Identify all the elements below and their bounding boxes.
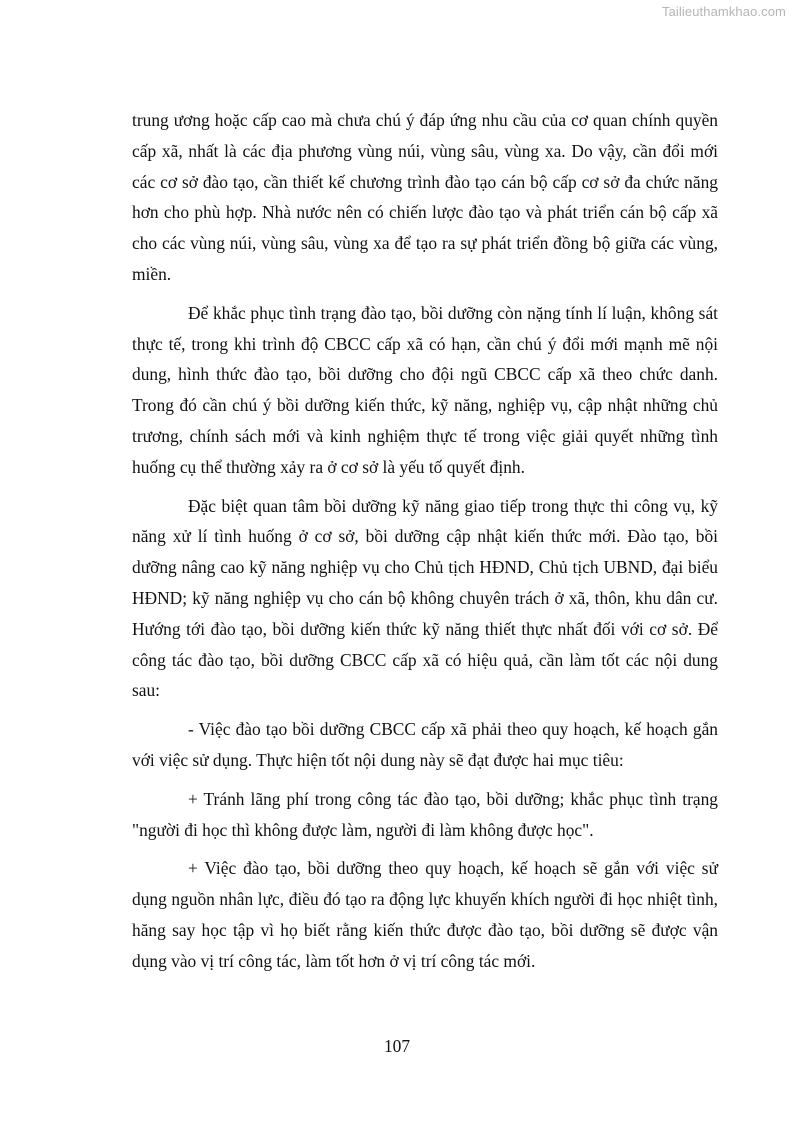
watermark-text: Tailieuthamkhao.com bbox=[661, 4, 786, 19]
paragraph-3: Đặc biệt quan tâm bồi dưỡng kỹ năng giao tiếp trong thực thi công vụ, kỹ năng xử lí tình huống ở cơ sở, bồi dưỡng cập nhật kiến thức mới. Đào tạo, bồi dưỡng nâng cao kỹ năng nghiệp vụ cho Chủ tịch HĐND, Chủ tịch UBND, đại biểu HĐND; kỹ năng nghiệp vụ cho cán bộ không chuyên trách ở xã, thôn, khu dân cư. Hướng tới đào tạo, bồi dưỡng kiến thức kỹ năng thiết thực nhất đối với cơ sở. Để công tác đào tạo, bồi dưỡng CBCC cấp xã có hiệu quả, cần làm tốt các nội dung sau: bbox=[132, 495, 718, 701]
document-body bbox=[132, 105, 718, 985]
paragraph-4: - Việc đào tạo bồi dưỡng CBCC cấp xã phải theo quy hoạch, kế hoạch gắn với việc sử dụng. Thực hiện tốt nội dung này sẽ đạt được hai mục tiêu: bbox=[132, 719, 718, 770]
paragraph-2: Để khắc phục tình trạng đào tạo, bồi dưỡng còn nặng tính lí luận, không sát thực tế, trong khi trình độ CBCC cấp xã có hạn, cần chú ý đổi mới mạnh mẽ nội dung, hình thức đào tạo, bồi dưỡng cho đội ngũ CBCC cấp xã theo chức danh. Trong đó cần chú ý bồi dưỡng kiến thức, kỹ năng, nghiệp vụ, cập nhật những chủ trương, chính sách mới và kinh nghiệm thực tế trong việc giải quyết những tình huống cụ thể thường xảy ra ở cơ sở là yếu tố quyết định. bbox=[132, 302, 718, 477]
paragraph-5: + Tránh lãng phí trong công tác đào tạo, bồi dưỡng; khắc phục tình trạng "người đi học thì không được làm, người đi làm không được học". bbox=[132, 788, 718, 840]
page-number: 107 bbox=[383, 1036, 411, 1056]
paragraph-6: + Việc đào tạo, bồi dưỡng theo quy hoạch, kế hoạch sẽ gắn với việc sử dụng nguồn nhân lực, điều đó tạo ra động lực khuyến khích người đi học nhiệt tình, hăng say học tập vì họ biết rằng kiến thức được đào tạo, bồi dưỡng sẽ được vận dụng vào vị trí công tác, làm tốt hơn ở vị trí công tác mới. bbox=[132, 858, 718, 971]
paragraph-1: trung ương hoặc cấp cao mà chưa chú ý đáp ứng nhu cầu của cơ quan chính quyền cấp xã, nhất là các địa phương vùng núi, vùng sâu, vùng xa. Do vậy, cần đổi mới các cơ sở đào tạo, cần thiết kế chương trình đào tạo cán bộ cấp cơ sở đa chức năng hơn cho phù hợp. Nhà nước nên có chiến lược đào tạo và phát triển cán bộ cấp xã cho các vùng núi, vùng sâu, vùng xa để tạo ra sự phát triển đồng bộ giữa các vùng, miền. bbox=[132, 110, 718, 284]
